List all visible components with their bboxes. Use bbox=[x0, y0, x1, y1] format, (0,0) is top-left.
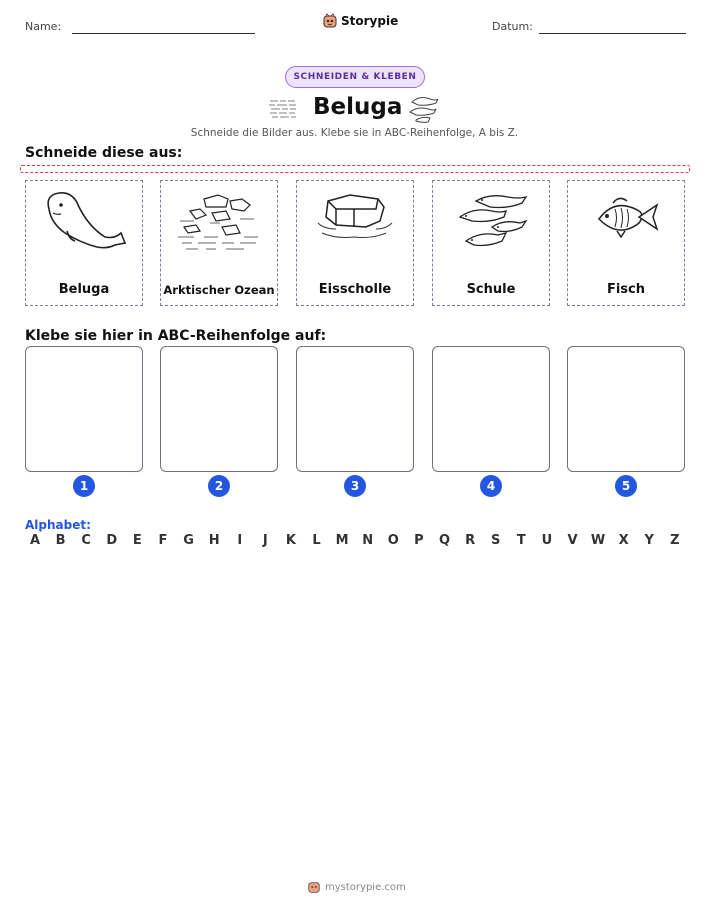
alphabet-letter: K bbox=[285, 533, 296, 548]
alphabet-letter: Y bbox=[644, 533, 654, 548]
brand-logo bbox=[322, 13, 398, 29]
storypie-mascot-icon bbox=[307, 880, 321, 894]
beluga-icon bbox=[35, 187, 131, 257]
arctic-ocean-icon bbox=[170, 187, 266, 257]
cut-card-arctic-ocean[interactable] bbox=[160, 180, 278, 306]
number-badge-5: 5 bbox=[615, 475, 637, 497]
alphabet-letter: J bbox=[262, 533, 268, 548]
alphabet-letter: B bbox=[55, 533, 66, 548]
cut-card-fisch[interactable] bbox=[567, 180, 685, 306]
alphabet-letter: P bbox=[414, 533, 424, 548]
footer bbox=[307, 880, 406, 894]
alphabet-letter: I bbox=[237, 533, 243, 548]
alphabet-letter: O bbox=[387, 533, 399, 548]
cut-card-beluga[interactable] bbox=[25, 180, 143, 306]
paste-box-1[interactable] bbox=[25, 346, 143, 472]
card-label: Eisscholle bbox=[318, 282, 392, 297]
cut-card-eisscholle[interactable] bbox=[296, 180, 414, 306]
storypie-mascot-icon bbox=[322, 13, 338, 29]
name-line[interactable] bbox=[72, 33, 255, 34]
alphabet-letter: V bbox=[567, 533, 578, 548]
date-line[interactable] bbox=[539, 33, 686, 34]
date-label: Datum: bbox=[492, 20, 533, 33]
paste-box-4[interactable] bbox=[432, 346, 550, 472]
card-label: Arktischer Ozean bbox=[163, 283, 275, 297]
cut-line bbox=[20, 165, 690, 173]
alphabet-letter: D bbox=[106, 533, 118, 548]
alphabet-letter: Q bbox=[438, 533, 451, 548]
alphabet-letter: H bbox=[208, 533, 220, 548]
alphabet-letter: W bbox=[590, 533, 606, 548]
alphabet-letter: A bbox=[29, 533, 41, 548]
brand-name: Storypie bbox=[341, 14, 399, 28]
alphabet-letter: X bbox=[618, 533, 629, 548]
name-label: Name: bbox=[25, 20, 62, 33]
alphabet-letter: N bbox=[362, 533, 374, 548]
activity-badge: SCHNEIDEN & KLEBEN bbox=[285, 66, 425, 88]
fish-icon bbox=[577, 187, 673, 257]
instructions: Schneide die Bilder aus. Klebe sie in ABC-Reihenfolge, A bis Z. bbox=[190, 127, 519, 139]
footer-url[interactable]: mystorypie.com bbox=[325, 881, 406, 893]
number-badge-1: 1 bbox=[73, 475, 95, 497]
number-badge-4: 4 bbox=[480, 475, 502, 497]
alphabet-letter: C bbox=[81, 533, 91, 548]
card-label: Schule bbox=[466, 282, 516, 297]
alphabet-letter: Z bbox=[670, 533, 680, 548]
dolphin-school-icon bbox=[408, 92, 442, 124]
alphabet-row bbox=[25, 533, 685, 548]
arctic-ocean-icon bbox=[268, 97, 298, 121]
page-title: Beluga bbox=[313, 94, 403, 120]
alphabet-letter: L bbox=[312, 533, 321, 548]
paste-box-3[interactable] bbox=[296, 346, 414, 472]
alphabet-letter: M bbox=[335, 533, 349, 548]
alphabet-letter: U bbox=[541, 533, 553, 548]
alphabet-letter: T bbox=[516, 533, 526, 548]
paste-box-2[interactable] bbox=[160, 346, 278, 472]
alphabet-letter: S bbox=[491, 533, 501, 548]
alphabet-letter: R bbox=[465, 533, 476, 548]
alphabet-title: Alphabet: bbox=[25, 518, 91, 532]
ice-floe-icon bbox=[306, 187, 402, 257]
card-label: Fisch bbox=[606, 282, 646, 297]
paste-box-5[interactable] bbox=[567, 346, 685, 472]
number-badge-3: 3 bbox=[344, 475, 366, 497]
cut-card-schule[interactable] bbox=[432, 180, 550, 306]
number-badge-2: 2 bbox=[208, 475, 230, 497]
alphabet-letter: E bbox=[132, 533, 142, 548]
dolphin-school-icon bbox=[442, 187, 538, 263]
paste-section-heading: Klebe sie hier in ABC-Reihenfolge auf: bbox=[25, 328, 327, 344]
card-label: Beluga bbox=[58, 282, 110, 297]
alphabet-letter: G bbox=[183, 533, 194, 548]
cut-section-heading: Schneide diese aus: bbox=[25, 145, 183, 161]
alphabet-letter: F bbox=[158, 533, 168, 548]
title-row bbox=[0, 92, 709, 124]
